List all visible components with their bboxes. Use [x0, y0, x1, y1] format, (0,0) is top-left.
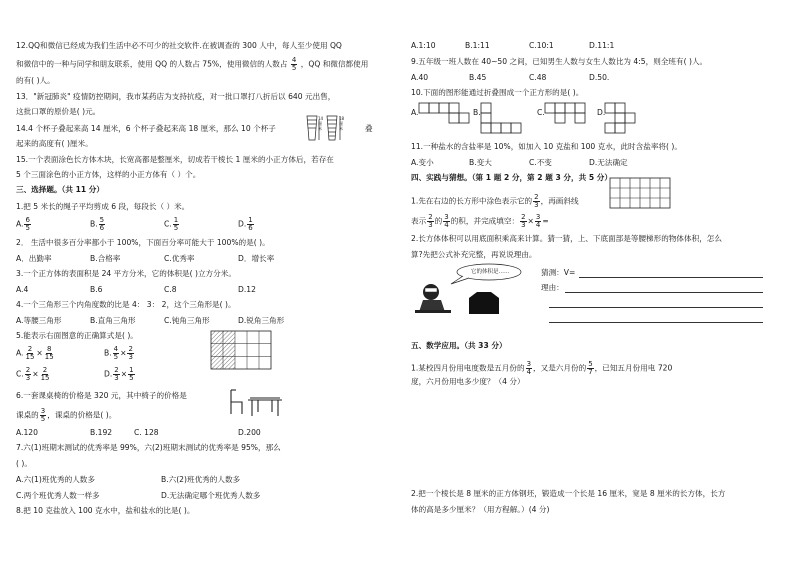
c5-option-d: D. $\frac{2}{3}$ × $\frac{1}{5}$	[104, 366, 134, 382]
c8-option-c: C.10:1	[529, 41, 554, 50]
c10-option-c: C.	[537, 108, 545, 117]
q12-line2: 和微信中的一种与同学和朋友联系，使用 QQ 的人数占 75%，使用微信的人数占 $\frac{4}{5}$ ，QQ 和微信都使用	[16, 56, 369, 72]
practice2-line1: 2.长方体体积可以用底面积乘高来计算。猜一猜，上、下底面部是等腰梯形的物体体积，怎么	[411, 234, 722, 243]
c2-option-c: C.优秀率	[164, 254, 195, 263]
q15-line2: 5 个三面涂色的小正方体，这样的小正方体有（ ）个。	[16, 170, 201, 179]
c9-option-b: B.45	[469, 73, 487, 82]
m1-line2: 度，六月份用电多少度？（4 分）	[411, 377, 525, 386]
c1-option-d: D. $\frac{1}{6}$	[238, 216, 253, 232]
c10-stem: 10.下面的图形能通过折叠围成一个正方形的是( )。	[411, 88, 584, 97]
c3-option-b: B.6	[90, 285, 103, 294]
c11-option-b: B.变大	[469, 158, 492, 167]
practice1-line2: 表示 $\frac{2}{3}$ 的 $\frac{3}{4}$ 的积，并完成填空： $\frac{2}{3}$ × $\frac{3}{4}$ =	[411, 213, 549, 229]
q14-side-char: 叠	[365, 124, 373, 133]
c9-option-a: A.40	[411, 73, 429, 82]
c7-option-b: B.六(2)班优秀的人数多	[161, 475, 241, 484]
c3-option-a: A.4	[16, 285, 29, 294]
c7-option-c: C.两个班优秀人数一样多	[16, 491, 100, 500]
c7-option-d: D.无法确定哪个班优秀人数多	[161, 491, 261, 500]
chair-desk-illustration	[228, 388, 288, 418]
c7-option-a: A.六(1)班优秀的人数多	[16, 475, 95, 484]
c4-option-d: D.锐角三角形	[238, 316, 285, 325]
cup2-label: 18厘米	[339, 116, 345, 131]
guess-label: 猜测：V=	[541, 268, 576, 277]
c5-stem: 5.能表示右面图意的正确算式是( )。	[16, 331, 138, 340]
c10-net-c	[545, 103, 595, 133]
cups-illustration	[305, 114, 353, 142]
c6-line2: 课桌的 $\frac{3}{5}$ ，课桌的价格是( )。	[16, 407, 117, 423]
c4-option-a: A.等腰三角形	[16, 316, 62, 325]
c6-option-c: C. 128	[134, 428, 159, 437]
c1-option-a: A. $\frac{6}{5}$	[16, 216, 30, 232]
c9-stem: 9.五年级一班人数在 40~50 之间，已知男生人数与女生人数比为 4:5，则全班有( )人。	[411, 57, 708, 66]
q12-line3: 的有( )人。	[16, 76, 55, 85]
practice1-rectangle-grid	[610, 178, 670, 208]
c1-option-b: B. $\frac{5}{6}$	[90, 216, 105, 232]
c10-net-d	[605, 103, 645, 133]
c6-option-d: D.200	[238, 428, 261, 437]
c10-option-d: D.	[597, 108, 606, 117]
c10-option-a: A.	[411, 108, 419, 117]
c5-grid-figure	[211, 331, 273, 371]
section3-title: 三、选择题。（共 11 分）	[16, 185, 104, 194]
c5-option-a: A. $\frac{2}{15}$ × $\frac{8}{15}$	[16, 345, 54, 361]
q13-line1: 13．"新冠肺炎" 疫情防控期间，我市某药店为支持抗疫，对一批口罩打八折后以 640 元出售，	[16, 92, 336, 101]
c8-option-a: A.1:10	[411, 41, 436, 50]
c5-option-c: C. $\frac{2}{3}$ × $\frac{2}{15}$	[16, 366, 50, 382]
q12-line1: 12.QQ和微信已经成为我们生活中必不可少的社交软件.在被调查的 300 人中，每人至少使用 QQ	[16, 41, 342, 50]
reason-label: 理由：	[541, 283, 564, 292]
reason-answer-line-3[interactable]	[549, 322, 763, 323]
c2-stem: 2． 生活中很多百分率都小于 100%，下面百分率可能大于 100%的是( )。	[16, 238, 270, 247]
c7-line1: 7.六(1)班期末测试的优秀率是 99%，六(2)班期末测试的优秀率是 95%，那么	[16, 443, 281, 452]
c3-stem: 3.一个正方体的表面积是 24 平方分米，它的体积是( )立方分米。	[16, 269, 236, 278]
m2-line1: 2.把一个棱长是 8 厘米的正方体钢坯，锻造成一个长是 16 厘米，宽是 8 厘米的长方体，长方	[411, 489, 726, 498]
cup1-label: 14厘米	[318, 116, 324, 131]
q14-line2: 起来的高度有( )厘米。	[16, 139, 93, 148]
q14-line1: 14.4 个杯子叠起来高 14 厘米，6 个杯子叠起来高 18 厘米，那么 10 个杯子	[16, 124, 276, 133]
c2-option-a: A．出勤率	[16, 254, 52, 263]
section5-title: 五、数学应用。（共 33 分）	[411, 341, 507, 350]
c11-stem: 11.一种盐水的含盐率是 10%，如加入 10 克盐和 100 克水，此时含盐率将( )。	[411, 142, 682, 151]
c10-net-a	[419, 103, 469, 133]
q15-line1: 15.一个表面涂色长方体木块，长宽高都是整厘米，切成若干棱长 1 厘米的小正方体后，若存在	[16, 155, 334, 164]
c8-option-b: B.1:11	[465, 41, 490, 50]
c2-option-d: D．增长率	[238, 254, 275, 263]
c1-option-c: C. $\frac{1}{5}$	[164, 216, 179, 232]
q12-fraction: $\frac{4}{5}$	[291, 56, 297, 72]
c6-option-b: B.192	[90, 428, 113, 437]
c4-option-b: B.直角三角形	[90, 316, 136, 325]
practice2-line2: 算?先把公式补充完整，再说说理由。	[411, 250, 537, 259]
guess-answer-line[interactable]	[579, 277, 763, 278]
c11-option-a: A.变小	[411, 158, 434, 167]
c7-line2: ( )。	[16, 459, 32, 468]
c3-option-d: D.12	[238, 285, 256, 294]
c6-option-a: A.120	[16, 428, 38, 437]
c4-stem: 4.一个三角形三个内角度数的比是 4： 3： 2，这个三角形是( )。	[16, 300, 236, 309]
q13-line2: 这批口罩的原价是( )元。	[16, 107, 101, 116]
c9-option-c: C.48	[529, 73, 547, 82]
c3-option-c: C.8	[164, 285, 177, 294]
c4-option-c: C.钝角三角形	[164, 316, 210, 325]
c2-option-b: B.合格率	[90, 254, 121, 263]
m2-line2: 体的高是多少厘米？（用方程解。）(4 分)	[411, 505, 550, 514]
c11-option-c: C.不变	[529, 158, 552, 167]
c8-stem: 8.把 10 克盐放入 100 克水中，盐和盐水的比是( )。	[16, 506, 195, 515]
m1-line1: 1.某校四月份用电度数是五月份的 $\frac{3}{4}$ ，又是六月份的 $\frac{5}{7}$ ，已知五月份用电 720	[411, 360, 673, 376]
c9-option-d: D.50.	[589, 73, 610, 82]
c6-line1: 6.一套课桌椅的价格是 320 元，其中椅子的价格是	[16, 391, 187, 400]
c8-option-d: D.11:1	[589, 41, 615, 50]
section4-title: 四、实践与猜想。（第 1 题 2 分，第 2 题 3 分，共 5 分）	[411, 173, 612, 182]
c1-stem: 1.把 5 米长的绳子平均剪成 6 段，每段长（ ）米。	[16, 202, 190, 211]
c5-option-b: B. $\frac{4}{5}$ × $\frac{2}{3}$	[104, 345, 133, 361]
c6-fraction: $\frac{3}{5}$	[40, 407, 46, 423]
speech-bubble-text: 它的体积是……	[471, 269, 510, 275]
c11-option-d: D.无法确定	[589, 158, 628, 167]
reason-answer-line-1[interactable]	[565, 292, 763, 293]
practice1-line1: 1.先在右边的长方形中涂色表示它的 $\frac{2}{3}$ ，再画斜线	[411, 193, 579, 209]
c10-option-b: B.	[473, 108, 481, 117]
c10-net-b	[481, 103, 531, 133]
reason-answer-line-2[interactable]	[549, 307, 763, 308]
